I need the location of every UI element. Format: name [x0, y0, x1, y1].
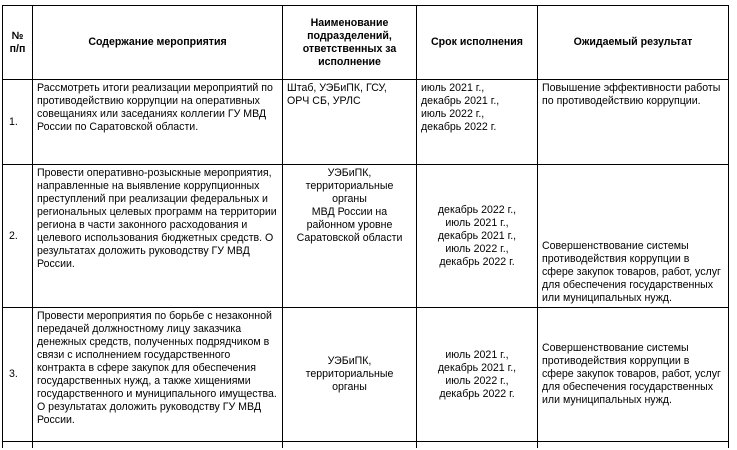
header-content: Содержание мероприятия	[33, 6, 283, 80]
row-term: декабрь 2022 г., июль 2021 г., декабрь 2021 г., июль 2022 г., декабрь 2022 г.	[417, 165, 538, 308]
row-term: июль 2021 г., декабрь 2021 г., июль 2022 г., декабрь 2022 г.	[417, 80, 538, 165]
row-num: 1.	[3, 80, 33, 165]
row-content: Провести оперативно-розыскные мероприятия, направленные на выявление коррупционных преступлений при реализации федеральных и региональных целевых программ на территории региона в части законного расходования и целевого использования бюджетных средств. О результатах доложить руководству ГУ МВД России.	[33, 165, 283, 308]
row-responsible: УЭБиПК, территориальные органы МВД России на районном уровне Саратовской области	[283, 165, 417, 308]
table-row	[3, 308, 729, 442]
header-num: № п/п	[3, 6, 33, 80]
table-row	[3, 80, 729, 165]
row-num: 3.	[3, 308, 33, 442]
row-responsible: Штаб, УЭБиПК, ГСУ, ОРЧ СБ, УРЛС	[283, 80, 417, 165]
row-num: 2.	[3, 165, 33, 308]
table-row-cut	[3, 442, 729, 449]
row-content: Провести мероприятия по борьбе с незаконной передачей должностному лицу заказчика денежных средств, полученных подрядчиком в связи с исполнением государственного контракта в сфере закупок для обеспечения государственных нужд, а также хищениями государственного и муниципального имущества. О результатах доложить руководству ГУ МВД России.	[33, 308, 283, 442]
measures-table	[2, 5, 729, 448]
row-result: Совершенствование системы противодействия коррупции в сфере закупок товаров, работ, услуг для обеспечения государственных или муниципальных нужд.	[538, 165, 729, 308]
header-term: Срок исполнения	[417, 6, 538, 80]
header-result: Ожидаемый результат	[538, 6, 729, 80]
table-row	[3, 165, 729, 308]
row-content: Рассмотреть итоги реализации мероприятий по противодействию коррупции на оперативных совещаниях или заседаниях коллегии ГУ МВД России по Саратовской области.	[33, 80, 283, 165]
row-result: Совершенствование системы противодействия коррупции в сфере закупок товаров, работ, услуг для обеспечения государственных или муниципальных нужд.	[538, 308, 729, 442]
row-result: Повышение эффективности работы по противодействию коррупции.	[538, 80, 729, 165]
row-responsible: УЭБиПК, территориальные органы	[283, 308, 417, 442]
header-row	[3, 6, 729, 80]
row-term: июль 2021 г., декабрь 2021 г., июль 2022 г., декабрь 2022 г.	[417, 308, 538, 442]
header-responsible: Наименование подразделений, ответственных за исполнение	[283, 6, 417, 80]
